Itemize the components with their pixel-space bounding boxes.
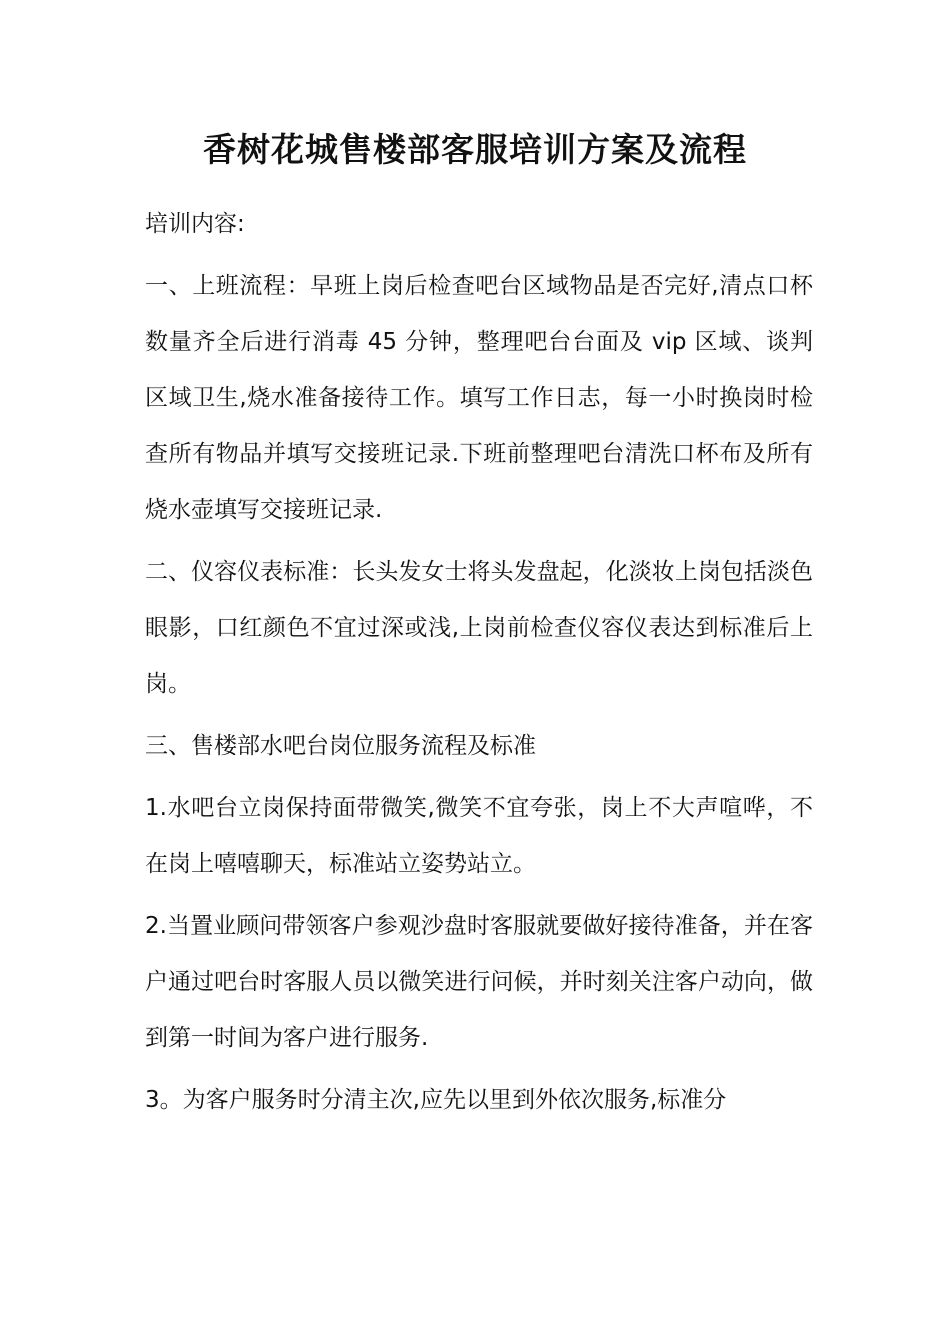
document-title: 香树花城售楼部客服培训方案及流程 [203,130,747,169]
paragraph-item-1: 1.水吧台立岗保持面带微笑,微笑不宜夸张，岗上不大声喧哗，不在岗上嘻嘻聊天，标准站立姿势站立。 [145,795,813,877]
paragraph-appearance-standard: 二、仪容仪表标准：长头发女士将头发盘起，化淡妆上岗包括淡色眼影，口红颜色不宜过深或浅,上岗前检查仪容仪表达到标准后上岗。 [145,559,813,697]
paragraph-training-content: 培训内容: [145,211,245,237]
paragraph-work-process: 一、上班流程：早班上岗后检查吧台区域物品是否完好,清点口杯数量齐全后进行消毒 45 分钟，整理吧台台面及 vip 区域、谈判区域卫生,烧水准备接待工作。填写工作日志，每一小时换岗时检查所有物品并填写交接班记录.下班前整理吧台清洗口杯布及所有烧水壶填写交接班记录. [145,273,813,523]
document-body [145,196,813,1134]
paragraph-item-2: 2.当置业顾问带领客户参观沙盘时客服就要做好接待准备，并在客户通过吧台时客服人员以微笑进行问候，并时刻关注客户动向，做到第一时间为客户进行服务. [145,913,813,1051]
paragraph-item-3: 3。为客户服务时分清主次,应先以里到外依次服务,标准分 [145,1087,727,1113]
paragraph-bar-service-heading: 三、售楼部水吧台岗位服务流程及标准 [145,733,536,759]
